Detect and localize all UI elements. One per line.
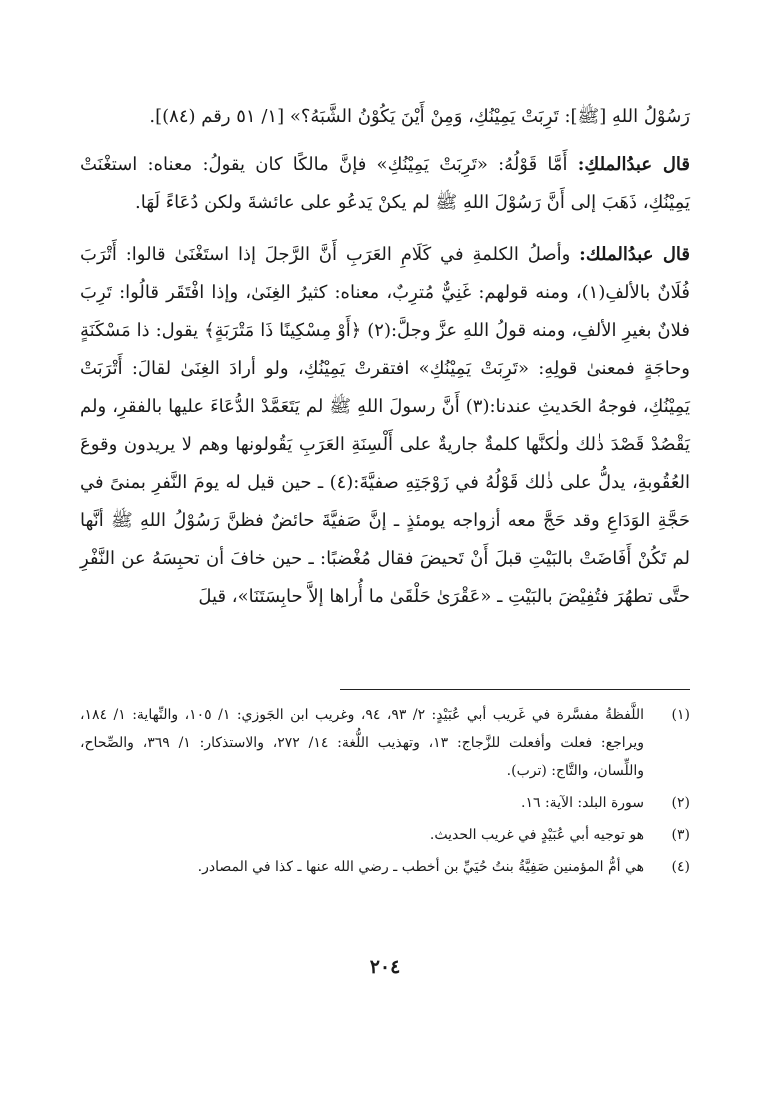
footnote-text: سورة البلد: الآية: ١٦. — [521, 795, 644, 811]
footnote-text: هي أمُّ المؤمنين صَفِيَّةُ بنتُ حُيَيِّ بن أخطب ـ رضي الله عنها ـ كذا في المصادر. — [197, 859, 644, 875]
paragraph-text: أَمَّا قَوْلُهُ: «تَرِبَتْ يَمِيْنُكِ» فإنَّ مالكًا كان يقولُ: معناه: استغْنَتْ يَمِيْنُكِ، ذَهَبَ إلى أَنَّ رَسُوْلَ اللهِ ﷺ لم يكنْ يَدعُو على عائشةَ ولكن دُعَاءً لَهَا. — [80, 154, 690, 213]
footnote-number: (٢) — [671, 795, 690, 811]
footnote-number: (١) — [671, 707, 690, 723]
page-number: ٢٠٤ — [369, 956, 401, 978]
footnote-number: (٤) — [671, 859, 690, 875]
footnote-divider — [340, 689, 690, 690]
paragraph-text: وأصلُ الكلمةِ في كَلَامِ العَرَبِ أَنَّ الرَّجلَ إذا استَغْنَىٰ قالوا: أَتْرَبَ فُلَانٌ بالألفِ(١)، ومنه قولهم: غَنِيٌّ مُترِبٌ، معناه: كثيرُ الغِنَىٰ، وإذا افْتَقَر قالُوا: تَرِبَ فلانٌ بغيرِ الألفِ، ومنه قولُ اللهِ عزَّ وجلَّ:(٢) ﴿أَوْ مِسْكِينًا ذَا مَتْرَبَةٍ﴾ يقول: ذا مَسْكَنَةٍ وحاجَةٍ فمعنىٰ قولِهِ: «تَرِبَتْ يَمِيْنُكِ» افتقرتْ يَمِيْنُكِ، ولو أرادَ الغِنَىٰ لقالَ: أَتْرَبَتْ يَمِيْنُكِ، فوجهُ الحَديثِ عندنا:(٣) أَنَّ رسولَ اللهِ ﷺ لم يَتَعَمَّدْ الدُّعَاءَ عليها بالفقرِ، ولم يَقْصُدْ قَصْدَ ذٰلك ولٰكنَّها كلمةٌ جاريةٌ على أَلْسِنَةِ العَرَبِ يَقُولونها وهم لا يريدون وقوعَ العُقُوبةِ، يدلُّ على ذٰلك قَوْلُهُ في زَوْجَتِهِ صفيَّةَ:(٤) ـ حين قيل له يومَ النَّفرِ بمنىً في حَجَّةِ الوَدَاعِ وقد حَجَّ معه أزواجه يومئذٍ ـ إنَّ صَفيَّةَ حائضٌ فظنَّ رَسُوْلُ اللهِ ﷺ أنَّها لم تَكُنْ أَفَاضَتْ بالبَيْتِ قبلَ أَنْ تَحيضَ فقال مُغْضبًا: ـ حين خافَ أن تحبِسَهُ عن النَّفْرِ حتَّى تطهُرَ فتُفِيْضَ بالبَيْتِ ـ «عَقْرَىٰ حَلْقَىٰ ما أُراها إلاَّ حابِسَتَنَا»، قيلَ — [80, 244, 690, 607]
footnote-item — [80, 821, 690, 849]
paragraph-commentary-2 — [80, 236, 690, 616]
footnote-number: (٣) — [671, 827, 690, 843]
footnote-text: اللَّفظةُ مفسَّرة في غَريب أبي عُبَيْدٍ: ٢/ ٩٣، ٩٤، وغريب ابن الجَوزي: ١/ ١٠٥، والنِّهاية: ١/ ١٨٤، ويراجع: فعلت وأفعلت للزَّجاج: ١٣، وتهذيب اللُّغة: ١٤/ ٢٧٢، والاستذكار: ١/ ٣٦٩، والصِّحاح، واللِّسان، والتَّاج: (ترب). — [80, 707, 645, 779]
footnote-text: هو توجيه أبي عُبَيْدٍ في غريب الحديث. — [429, 827, 644, 843]
paragraph-hadith-end: رَسُوْلُ اللهِ [ﷺ]: تَرِبَتْ يَمِيْنُكِ، وَمِنْ أَيْنَ يَكُوْنُ الشَّبَهُ؟» [١/ ٥١ رقم (٨٤)]. — [149, 106, 690, 127]
footnote-item — [80, 789, 690, 817]
footnotes — [80, 701, 690, 885]
footnote-item — [80, 701, 690, 785]
footnote-item — [80, 853, 690, 881]
speaker-label: قال عبدُالملكِ: — [577, 154, 691, 175]
book-page — [80, 98, 690, 1088]
paragraph-commentary-1 — [80, 146, 690, 222]
speaker-label: قال عبدُالملك: — [579, 244, 690, 265]
